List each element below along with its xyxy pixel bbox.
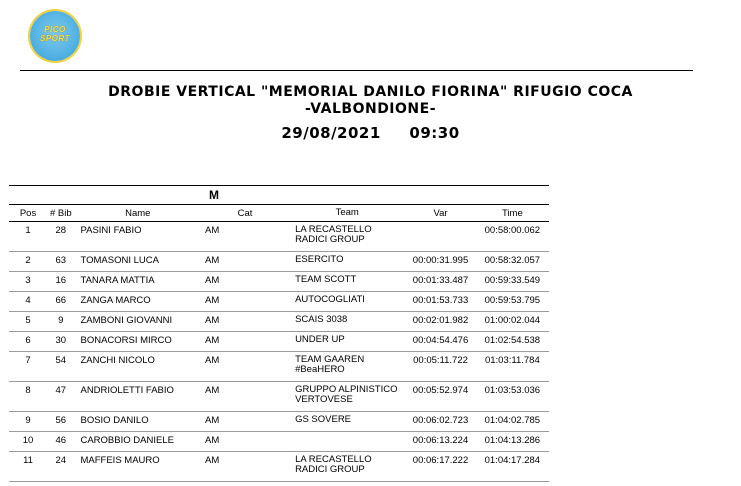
cell-name: MAFFEIS MAURO: [74, 452, 201, 482]
cell-team: UNDER UP: [289, 332, 405, 352]
cell-pos: 3: [9, 272, 47, 292]
cell-cat: AM: [201, 222, 289, 252]
cell-team: TEAM SCOTT: [289, 272, 405, 292]
cell-cat: AM: [201, 332, 289, 352]
table-row: [9, 222, 549, 252]
cell-pos: 9: [9, 412, 47, 432]
cell-name: ZANGA MARCO: [74, 292, 201, 312]
table-row: [9, 432, 549, 452]
cell-pos: 10: [9, 432, 47, 452]
cell-pos: 11: [9, 452, 47, 482]
cell-name: BONACORSI MIRCO: [74, 332, 201, 352]
cell-var: 00:05:11.722: [405, 352, 475, 382]
cell-var: 00:02:01.982: [405, 312, 475, 332]
cell-bib: 47: [47, 382, 74, 412]
table-row: [9, 352, 549, 382]
cell-time: 00:58:00.062: [476, 222, 549, 252]
cell-name: ZANCHI NICOLO: [74, 352, 201, 382]
col-cat: Cat: [201, 205, 289, 222]
cell-team: ESERCITO: [289, 252, 405, 272]
cell-pos: 8: [9, 382, 47, 412]
header-rule: [20, 70, 693, 71]
col-pos: Pos: [9, 205, 47, 222]
cell-cat: AM: [201, 312, 289, 332]
cell-bib: 54: [47, 352, 74, 382]
table-row: [9, 452, 549, 482]
cell-cat: AM: [201, 252, 289, 272]
cell-name: ZAMBONI GIOVANNI: [74, 312, 201, 332]
cell-time: 00:59:53.795: [476, 292, 549, 312]
cell-time: 01:04:17.284: [476, 452, 549, 482]
col-bib: # Bib: [47, 205, 74, 222]
cell-bib: 63: [47, 252, 74, 272]
cell-team: SCAIS 3038: [289, 312, 405, 332]
cell-name: TOMASONI LUCA: [74, 252, 201, 272]
cell-team: AUTOCOGLIATI: [289, 292, 405, 312]
cell-time: 01:03:53.036: [476, 382, 549, 412]
cell-name: PASINI FABIO: [74, 222, 201, 252]
cell-bib: 16: [47, 272, 74, 292]
cell-cat: AM: [201, 432, 289, 452]
cell-bib: 66: [47, 292, 74, 312]
table-row: [9, 382, 549, 412]
col-name: Name: [74, 205, 201, 222]
cell-time: 01:03:11.784: [476, 352, 549, 382]
logo-line2: SPORT: [40, 34, 70, 43]
event-location: -VALBONDIONE-: [304, 101, 437, 117]
cell-var: [405, 222, 475, 252]
col-var: Var: [405, 205, 475, 222]
results-table: [9, 185, 549, 482]
cell-bib: 56: [47, 412, 74, 432]
cell-var: 00:05:52.974: [405, 382, 475, 412]
cell-bib: 24: [47, 452, 74, 482]
cell-name: TANARA MATTIA: [74, 272, 201, 292]
cell-time: 01:04:02.785: [476, 412, 549, 432]
cell-cat: AM: [201, 272, 289, 292]
category-heading: M: [9, 186, 549, 205]
cell-cat: AM: [201, 292, 289, 312]
table-row: [9, 412, 549, 432]
cell-var: 00:06:17.222: [405, 452, 475, 482]
logo-text: [30, 25, 80, 43]
cell-pos: 7: [9, 352, 47, 382]
cell-team: LA RECASTELLO RADICI GROUP: [289, 222, 405, 252]
event-date-time: 29/08/2021 09:30: [281, 124, 460, 142]
logo-line1: PICO: [44, 25, 66, 34]
col-team: Team: [289, 205, 405, 222]
cell-var: 00:00:31.995: [405, 252, 475, 272]
cell-bib: 28: [47, 222, 74, 252]
cell-time: 00:59:33.549: [476, 272, 549, 292]
column-header-row: [9, 205, 549, 222]
event-title: DROBIE VERTICAL "MEMORIAL DANILO FIORINA" RIFUGIO COCA: [108, 84, 633, 100]
cell-team: GS SOVERE: [289, 412, 405, 432]
table-row: [9, 332, 549, 352]
cell-pos: 4: [9, 292, 47, 312]
cell-team: LA RECASTELLO RADICI GROUP: [289, 452, 405, 482]
cell-team: GRUPPO ALPINISTICO VERTOVESE: [289, 382, 405, 412]
cell-var: 00:01:33.487: [405, 272, 475, 292]
cell-bib: 46: [47, 432, 74, 452]
cell-bib: 9: [47, 312, 74, 332]
cell-name: CAROBBIO DANIELE: [74, 432, 201, 452]
table-row: [9, 292, 549, 312]
cell-pos: 5: [9, 312, 47, 332]
table-row: [9, 312, 549, 332]
cell-team: [289, 432, 405, 452]
cell-pos: 2: [9, 252, 47, 272]
cell-time: 01:00:02.044: [476, 312, 549, 332]
table-row: [9, 252, 549, 272]
cell-cat: AM: [201, 412, 289, 432]
cell-name: ANDRIOLETTI FABIO: [74, 382, 201, 412]
cell-var: 00:04:54.476: [405, 332, 475, 352]
cell-cat: AM: [201, 352, 289, 382]
table-row: [9, 272, 549, 292]
cell-var: 00:06:02.723: [405, 412, 475, 432]
cell-time: 00:58:32.057: [476, 252, 549, 272]
cell-var: 00:01:53.733: [405, 292, 475, 312]
cell-cat: AM: [201, 452, 289, 482]
cell-time: 01:04:13.286: [476, 432, 549, 452]
col-time: Time: [476, 205, 549, 222]
cell-pos: 1: [9, 222, 47, 252]
cell-cat: AM: [201, 382, 289, 412]
cell-var: 00:06:13.224: [405, 432, 475, 452]
cell-team: TEAM GAAREN #BeaHERO: [289, 352, 405, 382]
cell-bib: 30: [47, 332, 74, 352]
pico-sport-logo: [30, 11, 80, 61]
cell-pos: 6: [9, 332, 47, 352]
cell-time: 01:02:54.538: [476, 332, 549, 352]
cell-name: BOSIO DANILO: [74, 412, 201, 432]
